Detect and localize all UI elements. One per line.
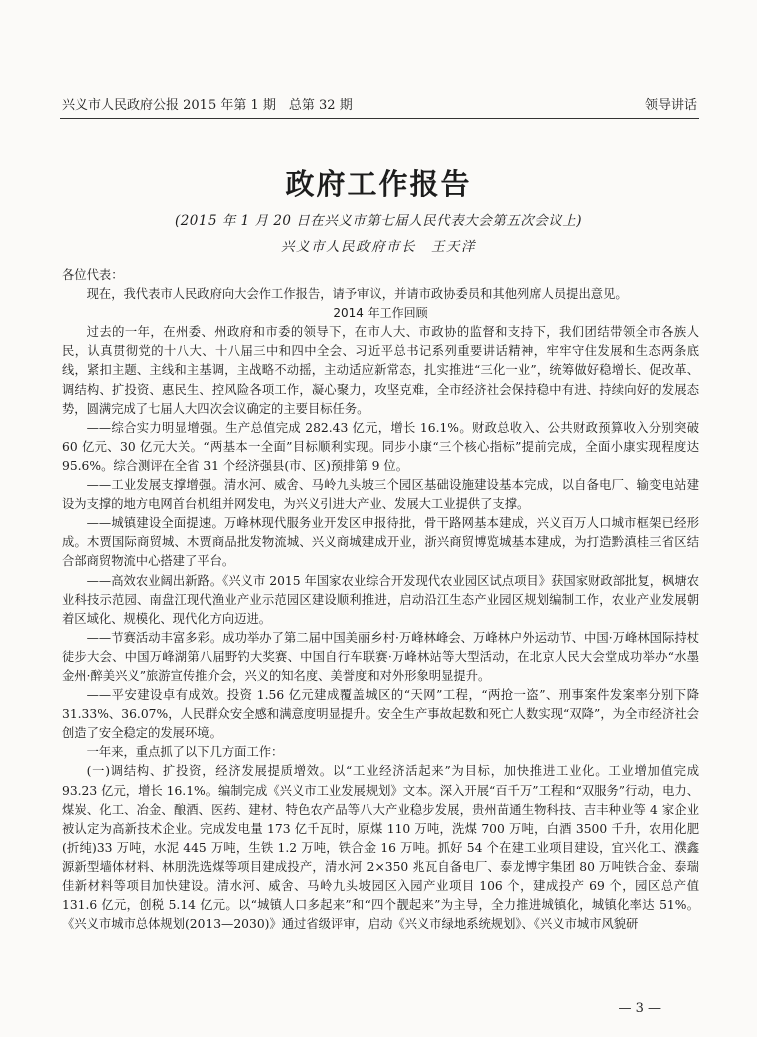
body-paragraph: ——工业发展支撑增强。清水河、威舍、马岭九头坡三个园区基础设施建设基本完成，以自备电厂、输变电站建设为支撑的地方电网首台机组并网发电，为兴义引进大产业、发展大工业提供了支撑。 <box>62 478 699 512</box>
running-header <box>62 94 697 114</box>
body-paragraph: ——城镇建设全面提速。万峰林现代服务业开发区申报待批，骨干路网基本建成，兴义百万人口城市框架已经形成。木贾国际商贸城、木贾商品批发物流城、兴义商城建成开业，浙兴商贸博览城基本建成，为打造黔滇桂三省区结合部商贸物流中心搭建了平台。 <box>62 516 699 569</box>
header-divider <box>60 118 699 119</box>
body-paragraph: 一年来，重点抓了以下几方面工作： <box>86 745 284 760</box>
intro-paragraph: 现在，我代表市人民政府向大会作工作报告，请予审议，并请市政协委员和其他列席人员提出意见。 <box>86 287 628 302</box>
publication-info: 兴义市人民政府公报 2015 年第 1 期 总第 32 期 <box>62 98 353 113</box>
body-paragraph: ——高效农业阔出新路。《兴义市 2015 年国家农业综合开发现代农业园区试点项目》获国家财政部批复，枫塘农业科技示范园、南盘江现代渔业产业示范园区建设顺利推进，启动沿江生态产业园区规划编制工作，农业产业发展朝着区域化、规模化、现代化方向迈进。 <box>62 573 699 626</box>
section-heading: 2014 年工作回顾 <box>333 306 428 321</box>
body-paragraph: ——节赛活动丰富多彩。成功举办了第二届中国美丽乡村·万峰林峰会、万峰林户外运动节、中国·万峰林国际持杖徒步大会、中国万峰湖第八届野钓大奖赛、中国自行车联赛·万峰林站等大型活动，在北京人民大会堂成功举办“水墨金州·醉美兴义”旅游宣传推介会，兴义的知名度、美誉度和对外形象明显提升。 <box>62 630 699 683</box>
body-paragraph: 过去的一年，在州委、州政府和市委的领导下，在市人大、市政协的监督和支持下，我们团结带领全市各族人民，认真贯彻党的十八大、十八届三中和四中全会、习近平总书记系列重要讲话精神，牢牢守住发展和生态两条底线，紧扣主题、主线和主基调，主战略不动摇，主动适应新常态，扎实推进“三化一业”，统筹做好稳增长、促改革、调结构、扩投资、惠民生、控风险各项工作，凝心聚力，攻坚克难，全市经济社会保持稳中有进、持续向好的发展态势，圆满完成了七届人大四次会议确定的主要目标任务。 <box>62 325 699 416</box>
page-title: 政府工作报告 <box>285 167 472 201</box>
body-paragraph: ——平安建设卓有成效。投资 1.56 亿元建成覆盖城区的“天网”工程，“两抢一盗”、刑事案件发案率分别下降 31.33%、36.07%，人民群众安全感和满意度明显提升。安全生产事故起数和死亡人数实现“双降”，为全市经济社会创造了安全稳定的发展环境。 <box>62 688 699 741</box>
section-label: 领导讲话 <box>644 98 697 113</box>
body-paragraph: ——综合实力明显增强。生产总值完成 282.43 亿元，增长 16.1%。财政总收入、公共财政预算收入分别突破 60 亿元、30 亿元大关。“两基本一全面”目标顺利实现。同步小康“三个核心指标”提前完成，全面小康实现程度达 95.6%。综合测评在全省 31 个经济强县(市、区)预排第 9 位。 <box>62 420 699 473</box>
body-paragraph: (一)调结构、扩投资，经济发展提质增效。以“工业经济活起来”为目标，加快推进工业化。工业增加值完成 93.23 亿元，增长 16.1%。编制完成《兴义市工业发展规划》文本。深入开展“百千万”工程和“双服务”行动，电力、煤炭、化工、冶金、酿酒、医药、建材、特色农产品等八大产业稳步发展，贵州苗通生物科技、吉丰种业等 4 家企业被认定为高新技术企业。完成发电量 173 亿千瓦时，原煤 110 万吨，洗煤 700 万吨，白酒 3500 千升，农用化肥(折纯)33 万吨，水泥 445 万吨，生铁 1.2 万吨，铁合金 16 万吨。抓好 54 个在建工业项目建设，宜兴化工、濮鑫源新型墙体材料、林朋洗选煤等项目建成投产，清水河 2×350 兆瓦自备电厂、泰龙博宇集团 80 万吨铁合金、泰瑞佳新材料等项目加快建设。清水河、威舍、马岭九头坡园区入园产业项目 106 个，建成投产 69 个，园区总产值 131.6 亿元，创税 5.14 亿元。以“城镇人口多起来”和“四个靓起来”为主导，全力推进城镇化，城镇化率达 51%。《兴义市城市总体规划(2013—2030)》通过省级评审，启动《兴义市绿地系统规划》、《兴义市城市风貌研 <box>62 764 699 932</box>
document-body <box>62 266 699 934</box>
salutation: 各位代表： <box>62 268 124 282</box>
document-author: 兴义市人民政府市长 王天洋 <box>281 239 476 255</box>
document-subtitle: (2015 年 1 月 20 日在兴义市第七届人民代表大会第五次会议上) <box>174 213 583 229</box>
page-number: — 3 — <box>618 1001 661 1016</box>
